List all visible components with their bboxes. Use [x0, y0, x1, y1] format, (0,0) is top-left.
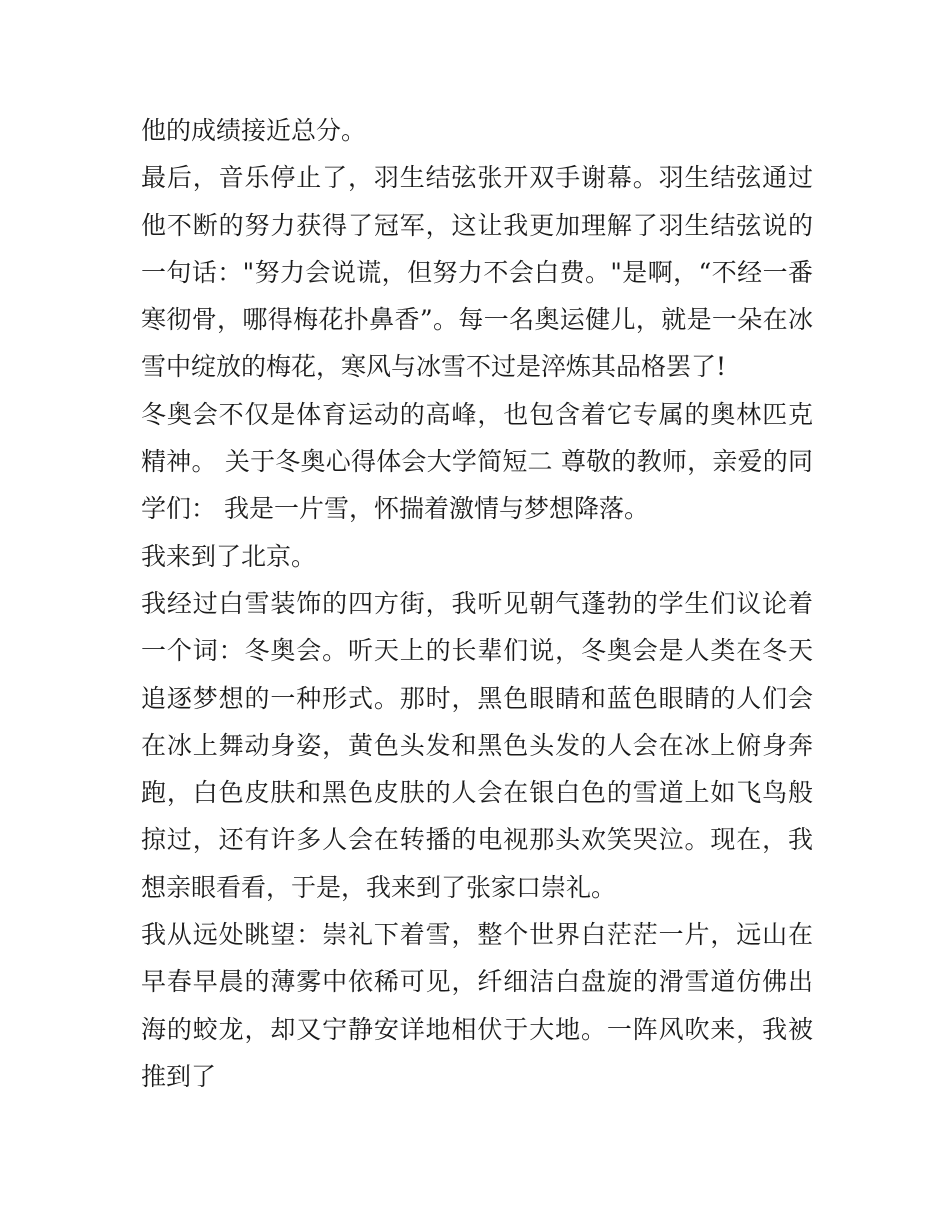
paragraph: 冬奥会不仅是体育运动的高峰，也包含着它专属的奥林匹克精神。 关于冬奥心得体会大学简短二 尊敬的教师，亲爱的同学们： 我是一片雪，怀揣着激情与梦想降落。: [141, 399, 813, 524]
body-text: [141, 107, 813, 1100]
paragraph: 我从远处眺望：崇礼下着雪，整个世界白茫茫一片，远山在早春早晨的薄雾中依稀可见，纤细洁白盘旋的滑雪道仿佛出海的蛟龙，却又宁静安详地相伏于大地。一阵风吹来，我被推到了: [141, 920, 813, 1091]
paragraph: 我经过白雪装饰的四方街，我听见朝气蓬勃的学生们议论着一个词：冬奥会。听天上的长辈们说，冬奥会是人类在冬天追逐梦想的一种形式。那时，黑色眼睛和蓝色眼睛的人们会在冰上舞动身姿，黄色头发和黑色头发的人会在冰上俯身奔跑，白色皮肤和黑色皮肤的人会在银白色的雪道上如飞鸟般掠过，还有许多人会在转播的电视那头欢笑哭泣。现在，我想亲眼看看，于是，我来到了张家口崇礼。: [141, 588, 813, 902]
paragraph: 我来到了北京。: [141, 541, 317, 571]
paragraph: 他的成绩接近总分。: [141, 116, 367, 145]
paragraph: 最后，音乐停止了，羽生结弦张开双手谢幕。羽生结弦通过他不断的努力获得了冠军，这让我更加理解了羽生结弦说的一句话："努力会说谎，但努力不会白费。"是啊，“不经一番寒彻骨，哪得梅花扑鼻香”。每一名奥运健儿，就是一朵在冰雪中绽放的梅花，寒风与冰雪不过是淬炼其品格罢了!: [141, 163, 813, 382]
